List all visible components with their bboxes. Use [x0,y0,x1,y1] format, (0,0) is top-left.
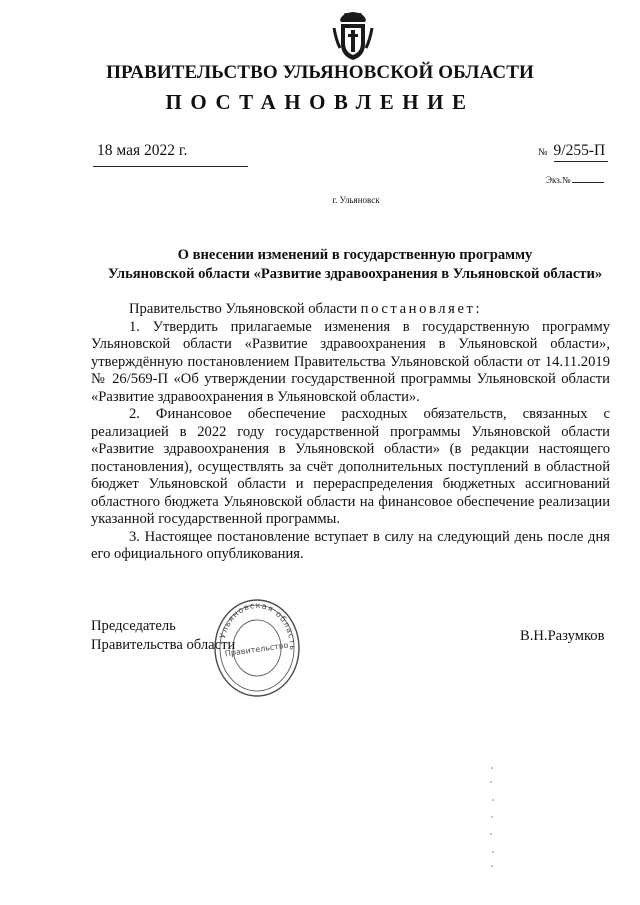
body-paragraph-1: 1. Утвердить прилагаемые изменения в государственную программу Ульяновской области «Развитие здравоохранения в Ульяновской области», утверждённую постановлением Правительства Ульяновской области от 14.11.2019 № 26/569-П «Об утверждении государственной программы Ульяновской области «Развитие здравоохранения в Ульяновской области». [91,318,610,405]
signer-position-line-1: Председатель [91,618,176,634]
stamp-ring-text: Ульяновская область [218,600,298,652]
document-type-title: ПОСТАНОВЛЕНИЕ [165,90,475,114]
stamp-center-text: Правительство [224,640,289,659]
organization-title: ПРАВИТЕЛЬСТВО УЛЬЯНОВСКОЙ ОБЛАСТИ [106,62,534,83]
copy-number [546,175,604,185]
subject-line-2: Ульяновской области «Развитие здравоохранения в Ульяновской области» [107,266,603,282]
intro-verb: постановляет: [360,301,483,317]
copy-label: Экз.№ [546,175,571,185]
city-label: г. Ульяновск [332,195,380,205]
date-underline [93,166,248,167]
body-paragraph-2: 2. Финансовое обеспечение расходных обязательств, связанных с реализацией в 2022 году государственной программы Ульяновской области «Развитие здравоохранения в Ульяновской области» (в редакции настоящего постановления), осуществлять за счёт дополнительных поступлений в областной бюджет Ульяновской области и перераспределения бюджетных ассигнований областного бюджета Ульяновской области на финансовое обеспечение реализации указанной государственной программы. [91,406,610,527]
body-paragraph-3: 3. Настоящее постановление вступает в силу на следующий день после дня его официального опубликования. [91,528,610,562]
subject-line-1: О внесении изменений в государственную программу [177,247,533,263]
scan-specks [486,762,498,872]
intro-lead: Правительство Ульяновской области [129,301,358,317]
document-date: 18 мая 2022 г. [97,142,188,159]
document-number [538,142,608,162]
document-body [91,301,610,564]
intro-paragraph [91,301,610,319]
number-value: 9/255-П [554,142,608,162]
number-sign: № [538,147,548,158]
coat-of-arms-icon [332,10,374,62]
signer-position-line-2: Правительства области [91,637,236,653]
copy-underline [572,182,604,183]
official-stamp [212,598,302,698]
signer-name: В.Н.Разумков [520,628,605,644]
document-subject [0,246,640,284]
